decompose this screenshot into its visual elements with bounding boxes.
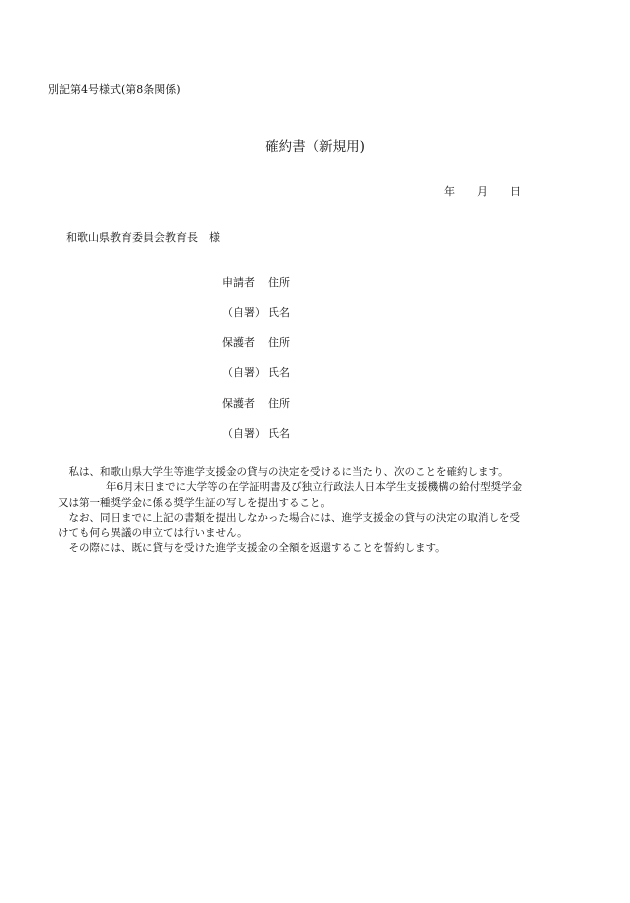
signature-role: 保護者 (222, 397, 255, 410)
pledge-paragraph-cancellation: なお、同日までに上記の書類を提出しなかった場合には、進学支援金の貸与の決定の取消しを受 (68, 511, 520, 524)
signature-field: 住所 (268, 336, 290, 349)
signature-role: （自署） (222, 366, 266, 379)
date-day-label: 日 (510, 185, 521, 198)
pledge-paragraph-repayment: その際には、既に貸与を受けた進学支援金の全額を返還することを誓約します。 (68, 542, 446, 555)
signature-field: 氏名 (268, 366, 290, 379)
signature-field: 氏名 (268, 427, 290, 440)
addressee-name: 和歌山県教育委員会教育長 (66, 231, 198, 244)
date-year-label: 年 (444, 185, 455, 198)
form-number: 別記第4号様式(第8条関係) (48, 83, 181, 96)
signature-role: 保護者 (222, 336, 255, 349)
signature-row-guardian1-name (222, 364, 290, 380)
pledge-body (58, 465, 578, 557)
date-line (444, 183, 521, 199)
pledge-paragraph-deadline-cont: 又は第一種奨学金に係る奨学生証の写しを提出すること。 (58, 496, 331, 509)
signature-role: （自署） (222, 427, 266, 440)
signature-role: （自署） (222, 306, 266, 319)
signature-role: 申請者 (222, 276, 255, 289)
signature-row-applicant-address (222, 274, 290, 290)
document-title: 確約書（新規用) (265, 139, 365, 155)
pledge-paragraph-deadline: 年6月末日までに大学等の在学証明書及び独立行政法人日本学生支援機構の給付型奨学金 (106, 481, 523, 494)
signature-field: 氏名 (268, 306, 290, 319)
signature-row-guardian1-address (222, 334, 290, 350)
addressee (66, 229, 220, 245)
pledge-paragraph-intro: 私は、和歌山県大学生等進学支援金の貸与の決定を受けるに当たり、次のことを確約します。 (68, 466, 509, 478)
date-month-label: 月 (477, 185, 488, 198)
signature-field: 住所 (268, 397, 290, 410)
pledge-paragraph-cancellation-cont: けても何ら異議の申立ては行いません。 (58, 527, 248, 540)
signature-row-guardian2-name (222, 425, 290, 441)
addressee-honorific: 様 (209, 231, 220, 244)
signature-row-guardian2-address (222, 395, 290, 411)
signature-row-applicant-name (222, 304, 290, 320)
signature-field: 住所 (268, 276, 290, 289)
